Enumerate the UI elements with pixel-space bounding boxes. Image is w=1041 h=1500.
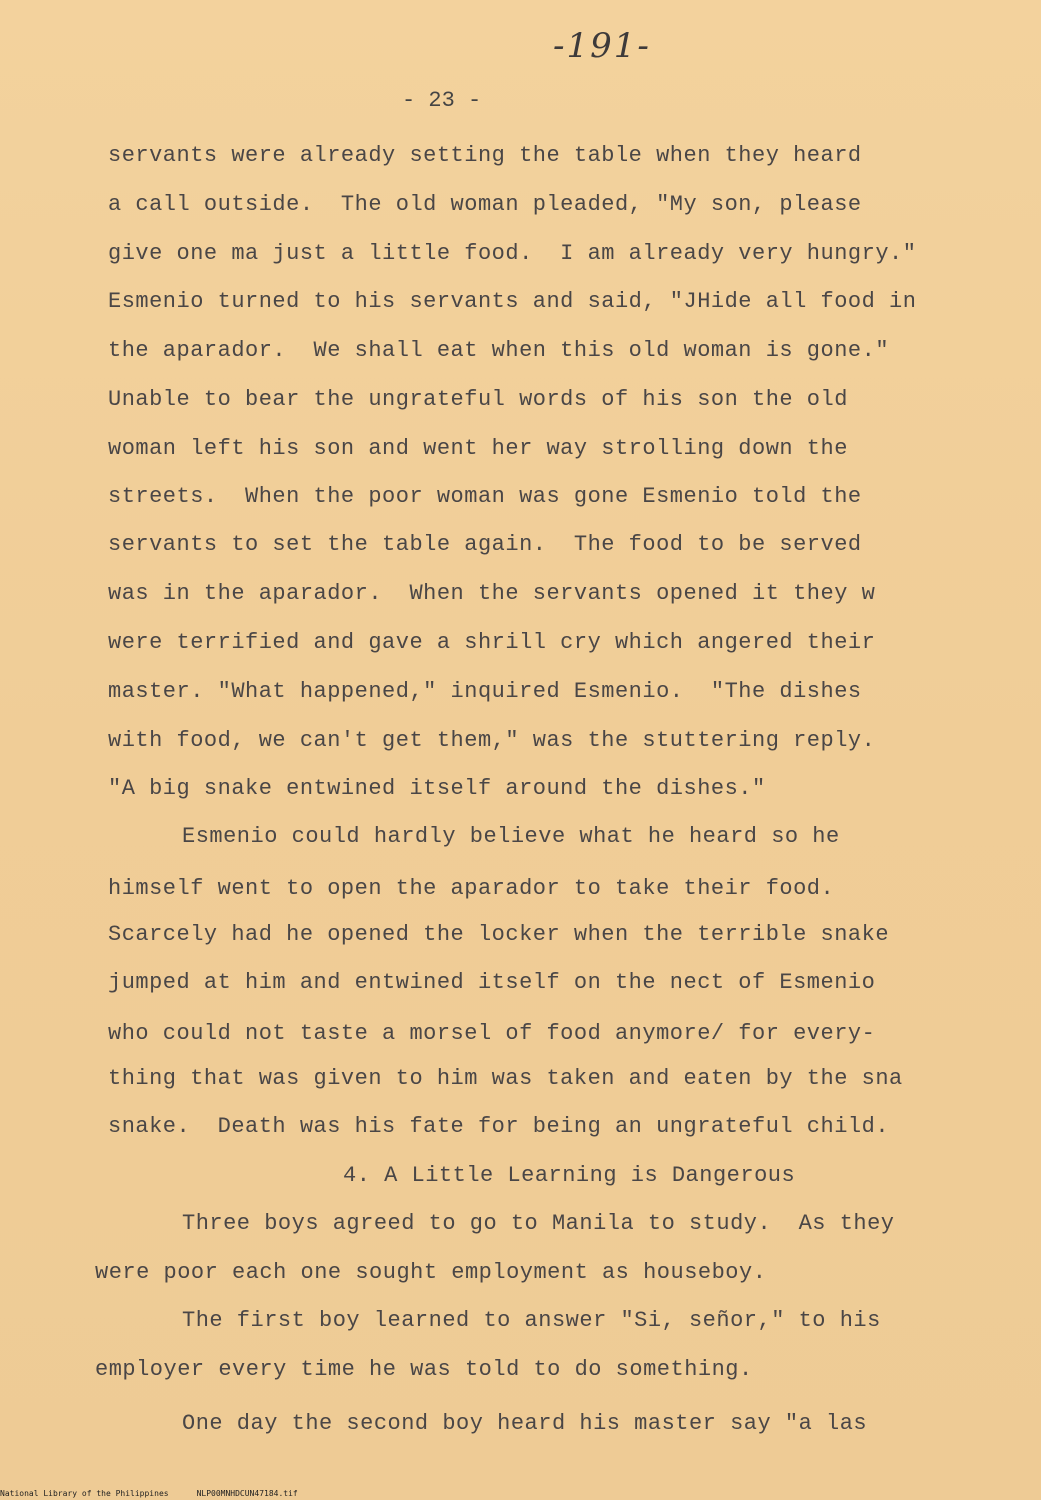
scan-footer	[0, 1489, 326, 1498]
text-line: the aparador. We shall eat when this old woman is gone."	[108, 338, 890, 363]
text-line: a call outside. The old woman pleaded, "My son, please	[108, 192, 862, 217]
page-number: - 23 -	[402, 88, 482, 113]
text-line: himself went to open the aparador to take their food.	[108, 876, 835, 901]
text-line: snake. Death was his fate for being an ungrateful child.	[108, 1114, 890, 1139]
text-line: servants were already setting the table when they heard	[108, 143, 862, 168]
handwritten-page-number: -191-	[553, 26, 651, 66]
section-heading: 4. A Little Learning is Dangerous	[343, 1163, 796, 1188]
text-line: give one ma just a little food. I am already very hungry."	[108, 241, 917, 266]
text-line: Three boys agreed to go to Manila to study. As they	[182, 1211, 895, 1236]
text-line: was in the aparador. When the servants opened it they w	[108, 581, 876, 606]
text-line: Esmenio could hardly believe what he heard so he	[182, 824, 840, 849]
text-line: servants to set the table again. The food to be served	[108, 532, 862, 557]
text-line: streets. When the poor woman was gone Esmenio told the	[108, 484, 862, 509]
text-line: with food, we can't get them," was the stuttering reply.	[108, 728, 876, 753]
text-line: who could not taste a morsel of food anymore/ for every-	[108, 1021, 876, 1046]
footer-filename: NLP00MNHDCUN47184.tif	[196, 1489, 298, 1498]
text-line: Unable to bear the ungrateful words of his son the old	[108, 387, 848, 412]
text-line: Scarcely had he opened the locker when the terrible snake	[108, 922, 890, 947]
text-line: were terrified and gave a shrill cry which angered their	[108, 630, 876, 655]
text-line: One day the second boy heard his master say "a las	[182, 1411, 868, 1436]
text-line: "A big snake entwined itself around the dishes."	[108, 776, 766, 801]
text-line: were poor each one sought employment as houseboy.	[95, 1260, 767, 1285]
text-line: woman left his son and went her way strolling down the	[108, 436, 848, 461]
text-line: employer every time he was told to do something.	[95, 1357, 753, 1382]
text-line: thing that was given to him was taken and eaten by the sna	[108, 1066, 903, 1091]
text-line: master. "What happened," inquired Esmenio. "The dishes	[108, 679, 862, 704]
text-line: The first boy learned to answer "Si, señor," to his	[182, 1308, 881, 1333]
text-line: jumped at him and entwined itself on the nect of Esmenio	[108, 970, 876, 995]
footer-library: National Library of the Philippines	[0, 1489, 169, 1498]
text-line: Esmenio turned to his servants and said, "JHide all food in	[108, 289, 917, 314]
